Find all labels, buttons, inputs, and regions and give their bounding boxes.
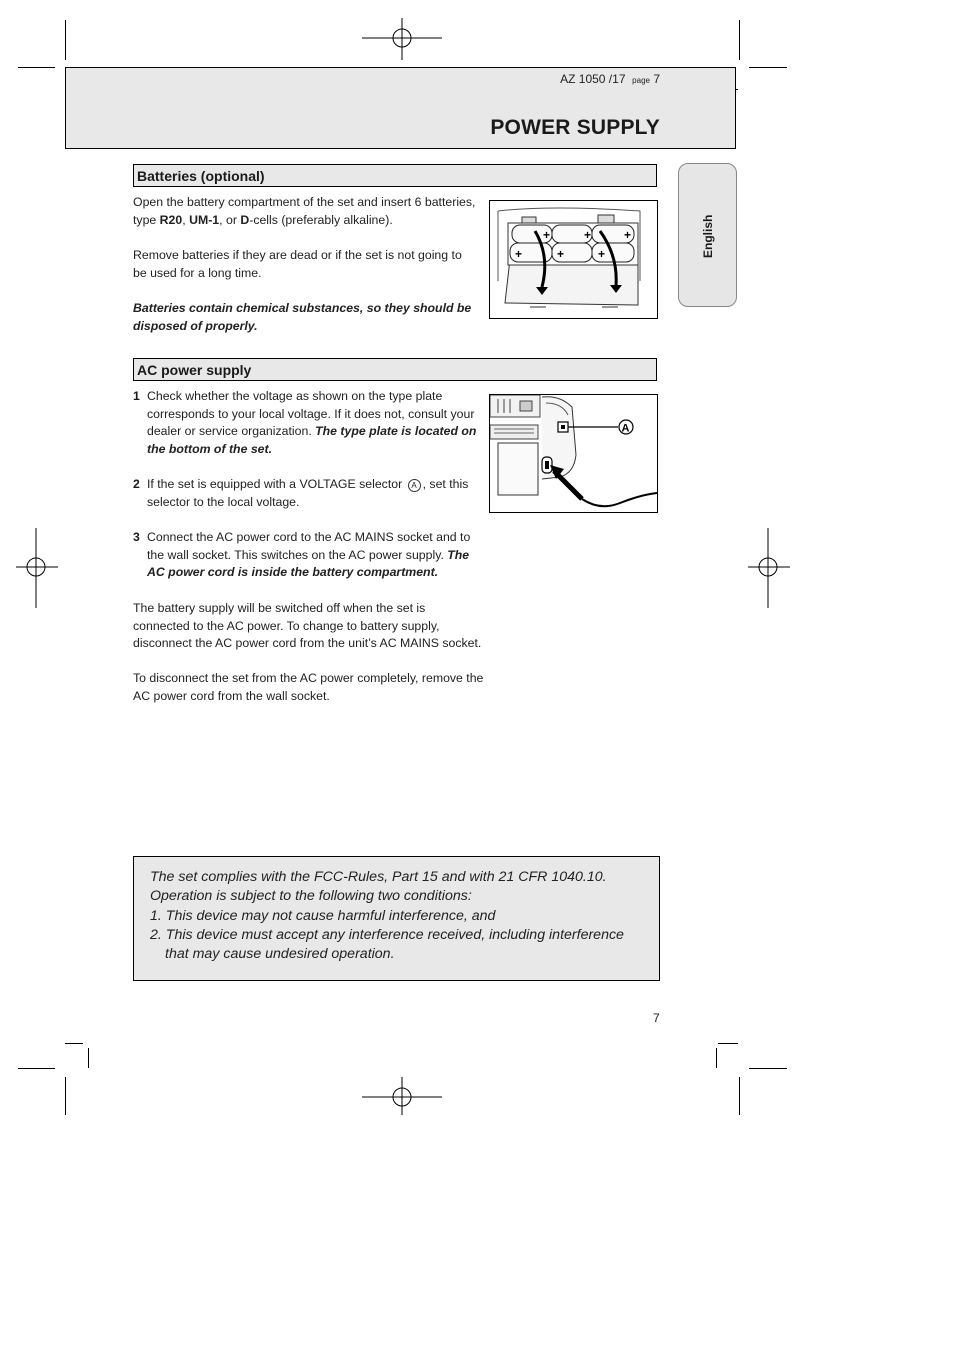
battery-plus-1: + xyxy=(543,228,551,242)
page-word: page xyxy=(632,76,650,85)
registration-mark-left xyxy=(16,528,58,608)
registration-mark-right xyxy=(748,528,790,608)
page-title: POWER SUPPLY xyxy=(490,116,660,139)
model-number: AZ 1050 /17 xyxy=(560,72,626,86)
batteries-paragraph-1: Open the battery compartment of the set and insert 6 batteries, type R20, UM-1, or D-cells (preferably alkaline). xyxy=(133,195,476,227)
registration-mark-top xyxy=(362,18,442,60)
step-3-text: Connect the AC power cord to the AC MAINS socket and to the wall socket. This switches on the AC power supply. The AC power cord is inside the battery compartment. xyxy=(147,530,471,580)
fcc-condition-1: 1. This device may not cause harmful interference, and xyxy=(150,907,496,924)
step-1-number: 1 xyxy=(133,389,140,403)
battery-plus-4: + xyxy=(515,247,523,261)
step-2-number: 2 xyxy=(133,477,140,491)
ac-socket-illustration xyxy=(490,395,657,512)
footer-page-number: 7 xyxy=(653,1011,660,1025)
battery-plus-6: + xyxy=(598,247,606,261)
voltage-selector-marker: A xyxy=(408,479,421,492)
fcc-condition-2: 2. This device must accept any interference received, including interference that may cause undesired operation. xyxy=(150,926,624,963)
section-heading-batteries: Batteries (optional) xyxy=(133,164,657,187)
registration-mark-bottom xyxy=(362,1077,442,1115)
disconnect-paragraph: To disconnect the set from the AC power completely, remove the AC power cord from the wall socket. xyxy=(133,671,484,703)
section-heading-ac-power: AC power supply xyxy=(133,358,657,381)
step-3-number: 3 xyxy=(133,530,140,544)
fcc-intro: The set complies with the FCC-Rules, Part 15 and with 21 CFR 1040.10. Operation is subject to the following two conditions: xyxy=(150,869,607,905)
language-tab-label: English xyxy=(701,214,715,258)
step-2-text: If the set is equipped with a VOLTAGE selector A , set this selector to the local voltage. xyxy=(147,477,469,509)
battery-plus-2: + xyxy=(584,228,592,242)
battery-plus-5: + xyxy=(557,247,565,261)
fcc-notice xyxy=(133,856,660,981)
header-page-number: 7 xyxy=(653,72,660,86)
battery-plus-3: + xyxy=(624,228,632,242)
model-line xyxy=(560,72,660,86)
figure-label-a: A xyxy=(621,422,630,435)
battery-compartment-figure xyxy=(489,200,658,319)
step-1-text: Check whether the voltage as shown on the type plate corresponds to your local voltage. If it does not, consult your dealer or service organization. The type plate is located on the bottom of the set. xyxy=(147,389,477,456)
batteries-paragraph-2: Remove batteries if they are dead or if the set is not going to be used for a long time. xyxy=(133,248,462,280)
battery-compartment-illustration xyxy=(490,201,657,318)
battery-switch-off-paragraph: The battery supply will be switched off when the set is connected to the AC power. To change to battery supply, disconnect the AC power cord from the unit’s AC MAINS socket. xyxy=(133,601,482,651)
ac-socket-figure xyxy=(489,394,658,513)
batteries-warning: Batteries contain chemical substances, so they should be disposed of properly. xyxy=(133,301,472,333)
